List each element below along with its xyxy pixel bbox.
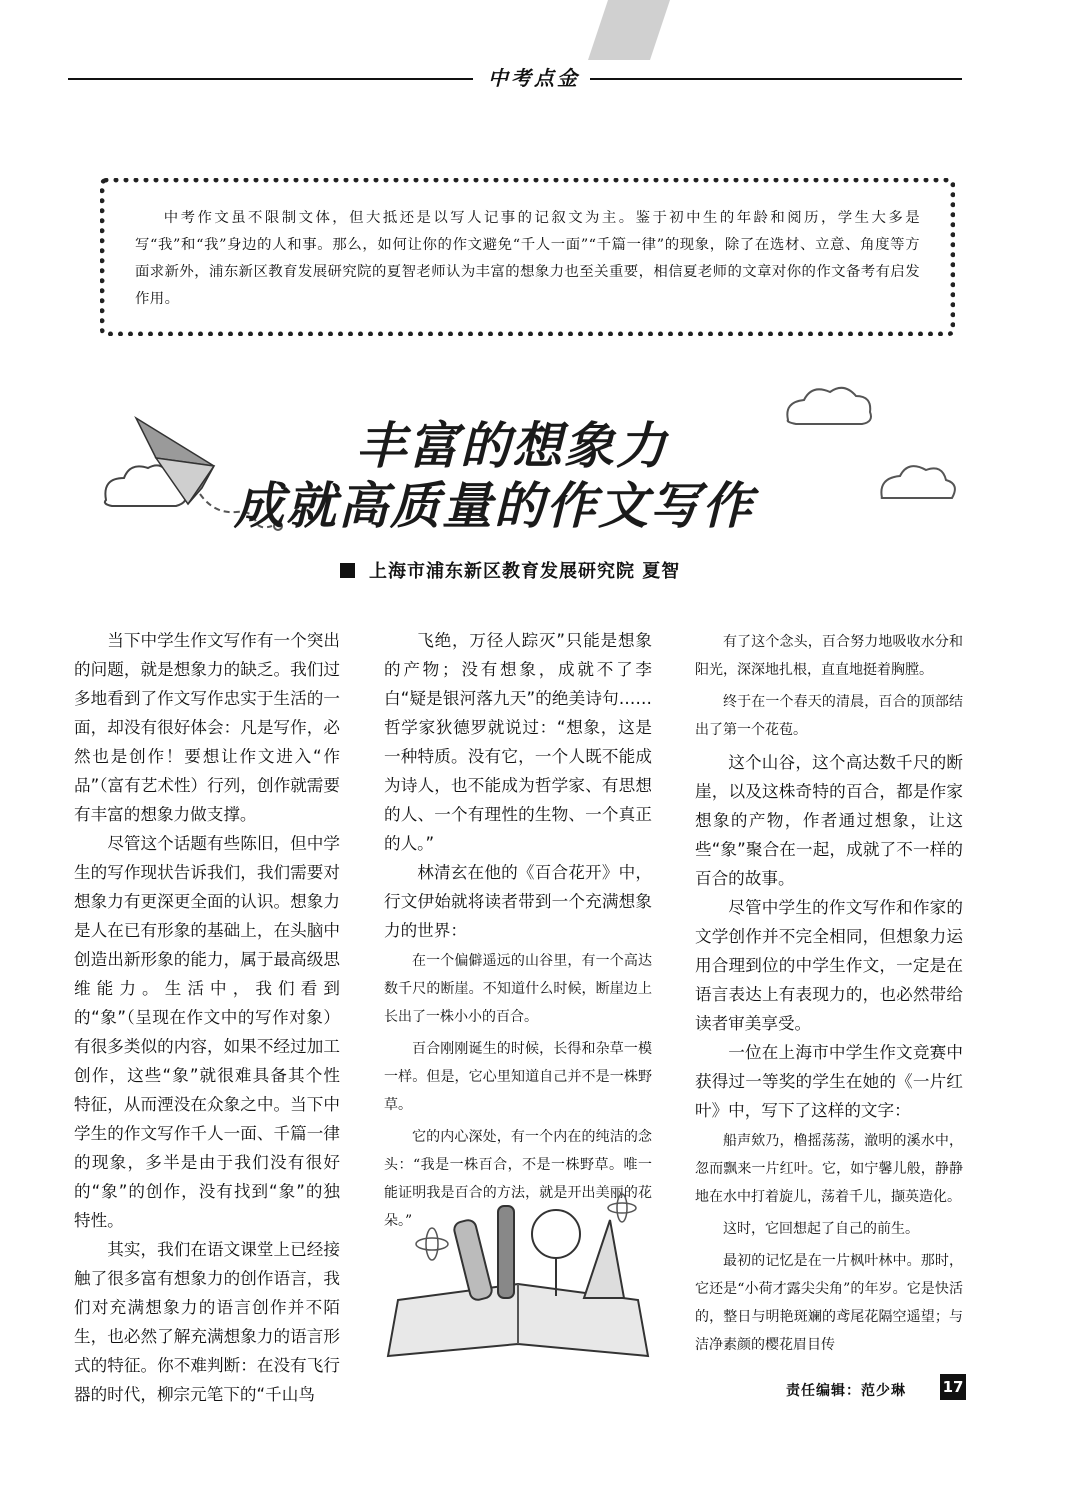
square-bullet-icon <box>340 563 355 578</box>
paragraph: 这个山谷，这个高达数千尺的断崖，以及这株奇特的百合，都是作家想象的产物，作者通过想象，让这些“象”聚合在一起，成就了不一样的百合的故事。 <box>695 753 963 888</box>
quote-paragraph: 最初的记忆是在一片枫叶林中。那时，它还是“小荷才露尖尖角”的年岁。它是快活的，整日与明艳斑斓的鸢尾花隔空遥望；与洁净素颜的樱花眉目传 <box>695 1253 963 1353</box>
column-3 <box>695 626 963 1363</box>
paragraph: 林清玄在他的《百合花开》中，行文伊始就将读者带到一个充满想象力的世界： <box>384 863 652 940</box>
column-2 <box>384 626 652 1239</box>
article-title-line-2: 成就高质量的作文写作 <box>234 476 754 535</box>
editor-credit: 责任编辑：范少琳 <box>786 1383 906 1399</box>
quote-paragraph: 这时，它回想起了自己的前生。 <box>723 1221 919 1237</box>
page-number: 17 <box>940 1374 966 1400</box>
paragraph: 飞绝，万径人踪灭”只能是想象的产物；没有想象，成就不了李白“疑是银河落九天”的绝美诗句……哲学家狄德罗就说过：“想象，这是一种特质。没有它，一个人既不能成为诗人，也不能成为哲学家、有思想的人、一个有理性的生物、一个真正的人。” <box>384 631 652 853</box>
quote-paragraph: 百合刚刚诞生的时候，长得和杂草一模一样。但是，它心里知道自己并不是一株野草。 <box>384 1041 652 1113</box>
intro-text: 中考作文虽不限制文体，但大抵还是以写人记事的记叙文为主。鉴于初中生的年龄和阅历，学生大多是写“我”和“我”身边的人和事。那么，如何让你的作文避免“千人一面”“千篇一律”的现象，除了在选材、立意、角度等方面求新外，浦东新区教育发展研究院的夏智老师认为丰富的想象力也至关重要，相信夏老师的文章对你的作文备考有启发作用。 <box>135 210 920 307</box>
byline <box>340 557 680 583</box>
section-title: 中考点金 <box>488 66 580 90</box>
paragraph: 一位在上海市中学生作文竞赛中获得过一等奖的学生在她的《一片红叶》中，写下了这样的文字： <box>695 1043 963 1120</box>
header-rule-left <box>68 78 473 80</box>
quote-paragraph: 它的内心深处，有一个内在的纯洁的念头：“我是一株百合，不是一株野草。唯一能证明我是百合的方法，就是开出美丽的花朵。” <box>384 1129 652 1229</box>
quote-paragraph: 船声欸乃，橹摇荡荡，澈明的溪水中，忽而飘来一片红叶。它，如宁馨儿般，静静地在水中打着旋儿，荡着千儿，撷英造化。 <box>695 1133 963 1205</box>
header-corner-decoration <box>588 0 670 60</box>
article-title-line-1: 丰富的想象力 <box>356 416 668 475</box>
byline-text: 上海市浦东新区教育发展研究院 夏智 <box>369 561 681 582</box>
paragraph: 当下中学生作文写作有一个突出的问题，就是想象力的缺乏。我们过多地看到了作文写作忠实于生活的一面，却没有很好体会：凡是写作，必然也是创作！要想让作文进入“作品”（富有艺术性）行列，创作就需要有丰富的想象力做支撑。 <box>74 631 340 824</box>
clouds-illustration <box>770 380 970 540</box>
column-1 <box>74 626 340 1409</box>
paragraph: 尽管中学生的作文写作和作家的文学创作并不完全相同，但想象力运用合理到位的中学生作文，一定是在语言表达上有表现力的，也必然带给读者审美享受。 <box>695 898 963 1033</box>
quote-paragraph: 有了这个念头，百合努力地吸收水分和阳光，深深地扎根，直直地挺着胸膛。 <box>695 634 963 678</box>
header-rule-right <box>590 78 962 80</box>
quote-paragraph: 在一个偏僻遥远的山谷里，有一个高达数千尺的断崖。不知道什么时候，断崖边上长出了一株小小的百合。 <box>384 953 652 1025</box>
intro-box <box>100 178 955 336</box>
quote-paragraph: 终于在一个春天的清晨，百合的顶部结出了第一个花苞。 <box>695 694 963 738</box>
paragraph: 其实，我们在语文课堂上已经接触了很多富有想象力的创作语言，我们对充满想象力的语言创作并不陌生，也必然了解充满想象力的语言形式的特征。你不难判断：在没有飞行器的时代，柳宗元笔下的“千山鸟 <box>74 1240 340 1404</box>
paragraph: 尽管这个话题有些陈旧，但中学生的写作现状告诉我们，我们需要对想象力有更深更全面的认识。想象力是人在已有形象的基础上，在头脑中创造出新形象的能力，属于最高级思维能力。生活中，我们看到的“象”（呈现在作文中的写作对象）有很多类似的内容，如果不经过加工创作，这些“象”就很难具备其个性特征，从而湮没在众象之中。当下中学生的作文写作千人一面、千篇一律的现象，多半是由于我们没有很好的“象”的创作，没有找到“象”的独特性。 <box>74 834 340 1230</box>
open-book-illustration <box>378 1180 658 1370</box>
